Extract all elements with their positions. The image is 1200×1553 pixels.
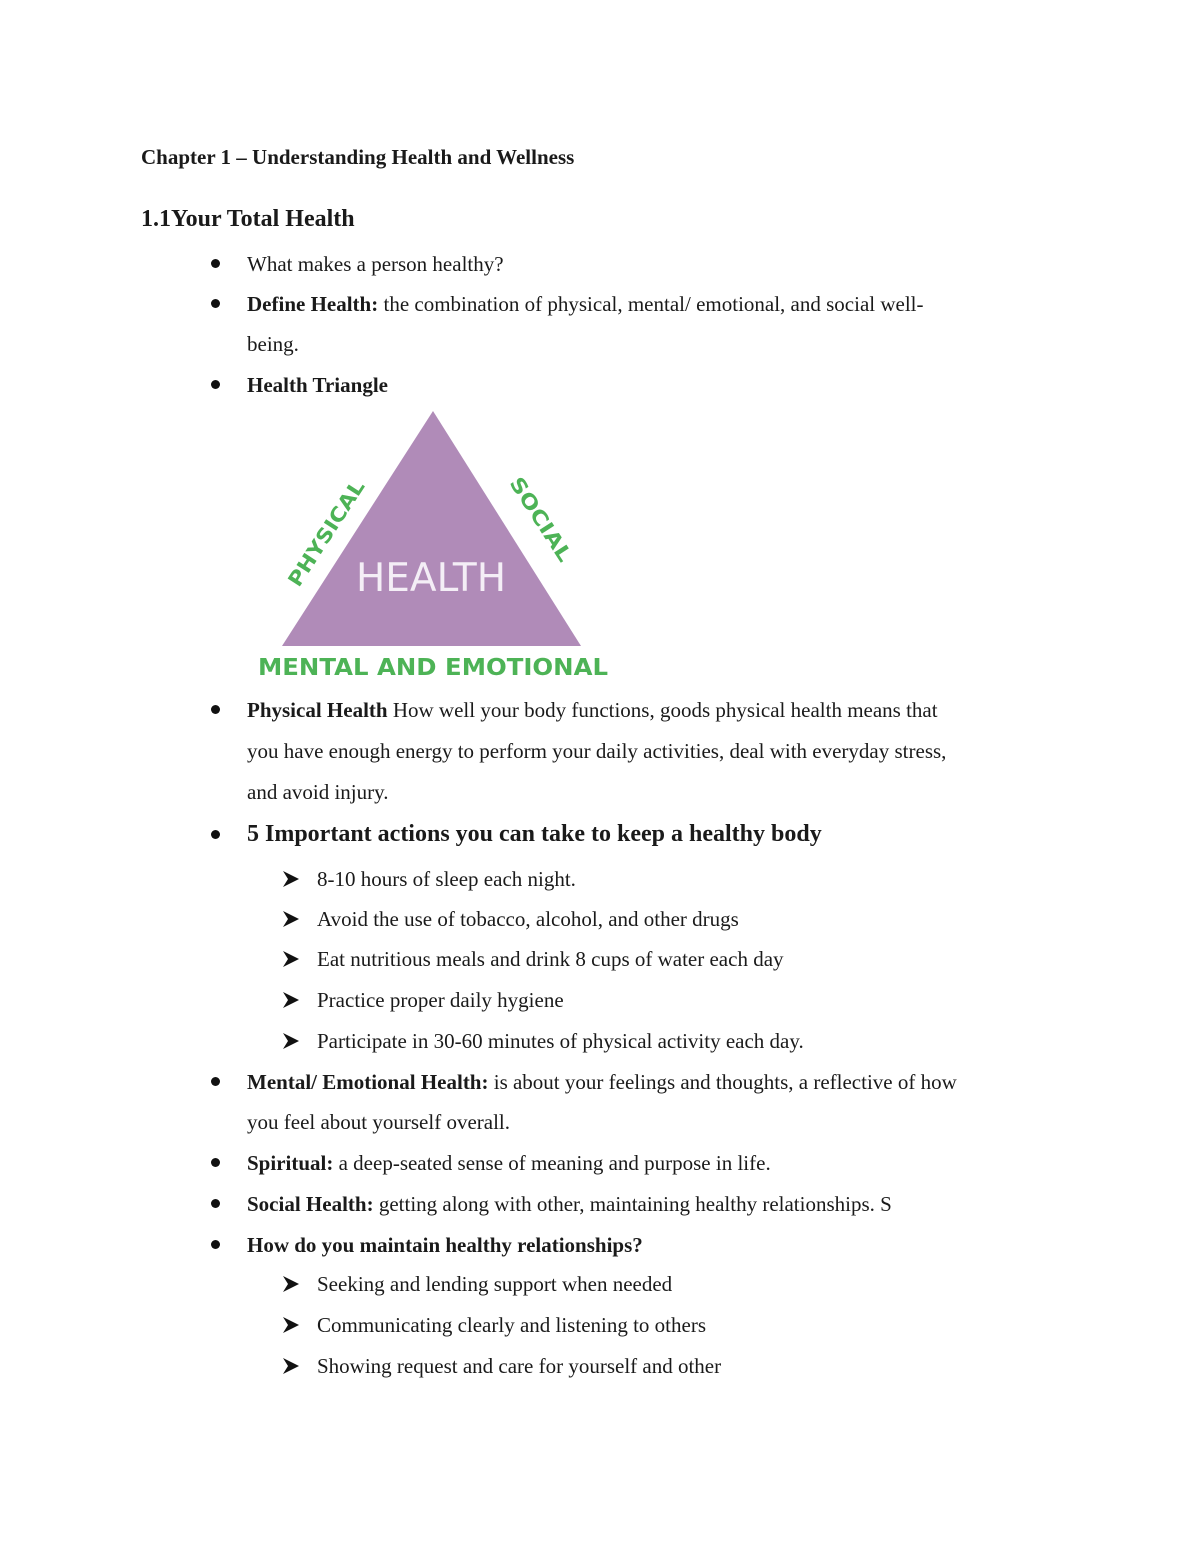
physical-health-text: How well your body functions, goods physical health means that — [387, 698, 938, 722]
bullet-dot — [211, 299, 220, 308]
bullet-dot — [211, 380, 220, 389]
arrow-bullet-icon — [282, 1275, 300, 1293]
define-health-continuation: being. — [247, 332, 299, 356]
bullet-dot — [211, 1240, 220, 1249]
page-title: Chapter 1 – Understanding Health and Wellness — [141, 145, 575, 169]
bullet-dot — [211, 1158, 220, 1167]
action-item: Eat nutritious meals and drink 8 cups of water each day — [317, 947, 784, 971]
action-item: Participate in 30-60 minutes of physical activity each day. — [317, 1029, 804, 1053]
action-item: Practice proper daily hygiene — [317, 988, 564, 1012]
triangle-center-label: HEALTH — [356, 556, 506, 601]
arrow-bullet-icon — [282, 1316, 300, 1334]
relationships-heading: How do you maintain healthy relationships? — [247, 1233, 643, 1257]
physical-health-term: Physical Health — [247, 698, 388, 722]
bullet-spiritual — [247, 1149, 771, 1177]
mental-health-text: is about your feelings and thoughts, a reflective of how — [488, 1070, 957, 1094]
spiritual-text: a deep-seated sense of meaning and purpose in life. — [333, 1151, 771, 1175]
define-health-term: Define Health: — [247, 292, 379, 316]
physical-health-continuation-2: and avoid injury. — [247, 780, 389, 804]
triangle-bottom-label: MENTAL AND EMOTIONAL — [258, 655, 609, 681]
bullet-dot — [211, 1199, 220, 1208]
actions-heading: 5 Important actions you can take to keep a healthy body — [247, 821, 822, 847]
triangle-left-label: PHYSICAL — [282, 485, 364, 591]
action-item: 8-10 hours of sleep each night. — [317, 867, 576, 891]
bullet-define-health — [247, 290, 924, 318]
spiritual-term: Spiritual: — [247, 1151, 334, 1175]
bullet-dot — [211, 830, 220, 839]
health-triangle-figure — [248, 408, 618, 684]
define-health-text: the combination of physical, mental/ emotional, and social well- — [378, 292, 924, 316]
relationship-item: Seeking and lending support when needed — [317, 1272, 673, 1296]
arrow-bullet-icon — [282, 950, 300, 968]
arrow-bullet-icon — [282, 1032, 300, 1050]
arrow-bullet-icon — [282, 870, 300, 888]
bullet-dot — [211, 1077, 220, 1086]
arrow-bullet-icon — [282, 991, 300, 1009]
bullet-dot — [211, 705, 220, 714]
action-item: Avoid the use of tobacco, alcohol, and other drugs — [317, 907, 739, 931]
mental-health-term: Mental/ Emotional Health: — [247, 1070, 489, 1094]
triangle-right-label: SOCIAL — [504, 472, 570, 555]
bullet-social-health — [247, 1190, 892, 1218]
social-health-text: getting along with other, maintaining healthy relationships. S — [373, 1192, 892, 1216]
social-health-term: Social Health: — [247, 1192, 374, 1216]
arrow-bullet-icon — [282, 910, 300, 928]
arrow-bullet-icon — [282, 1357, 300, 1375]
physical-health-continuation-1: you have enough energy to perform your daily activities, deal with everyday stress, — [247, 739, 947, 763]
bullet-question-healthy: What makes a person healthy? — [247, 252, 504, 276]
health-triangle-heading: Health Triangle — [247, 373, 388, 397]
section-heading: 1.1Your Total Health — [141, 206, 355, 232]
relationship-item: Showing request and care for yourself and other — [317, 1354, 722, 1378]
relationship-item: Communicating clearly and listening to others — [317, 1313, 707, 1337]
bullet-dot — [211, 259, 220, 268]
bullet-mental-health — [247, 1068, 957, 1096]
mental-health-continuation: you feel about yourself overall. — [247, 1110, 510, 1134]
bullet-physical-health — [247, 696, 938, 724]
